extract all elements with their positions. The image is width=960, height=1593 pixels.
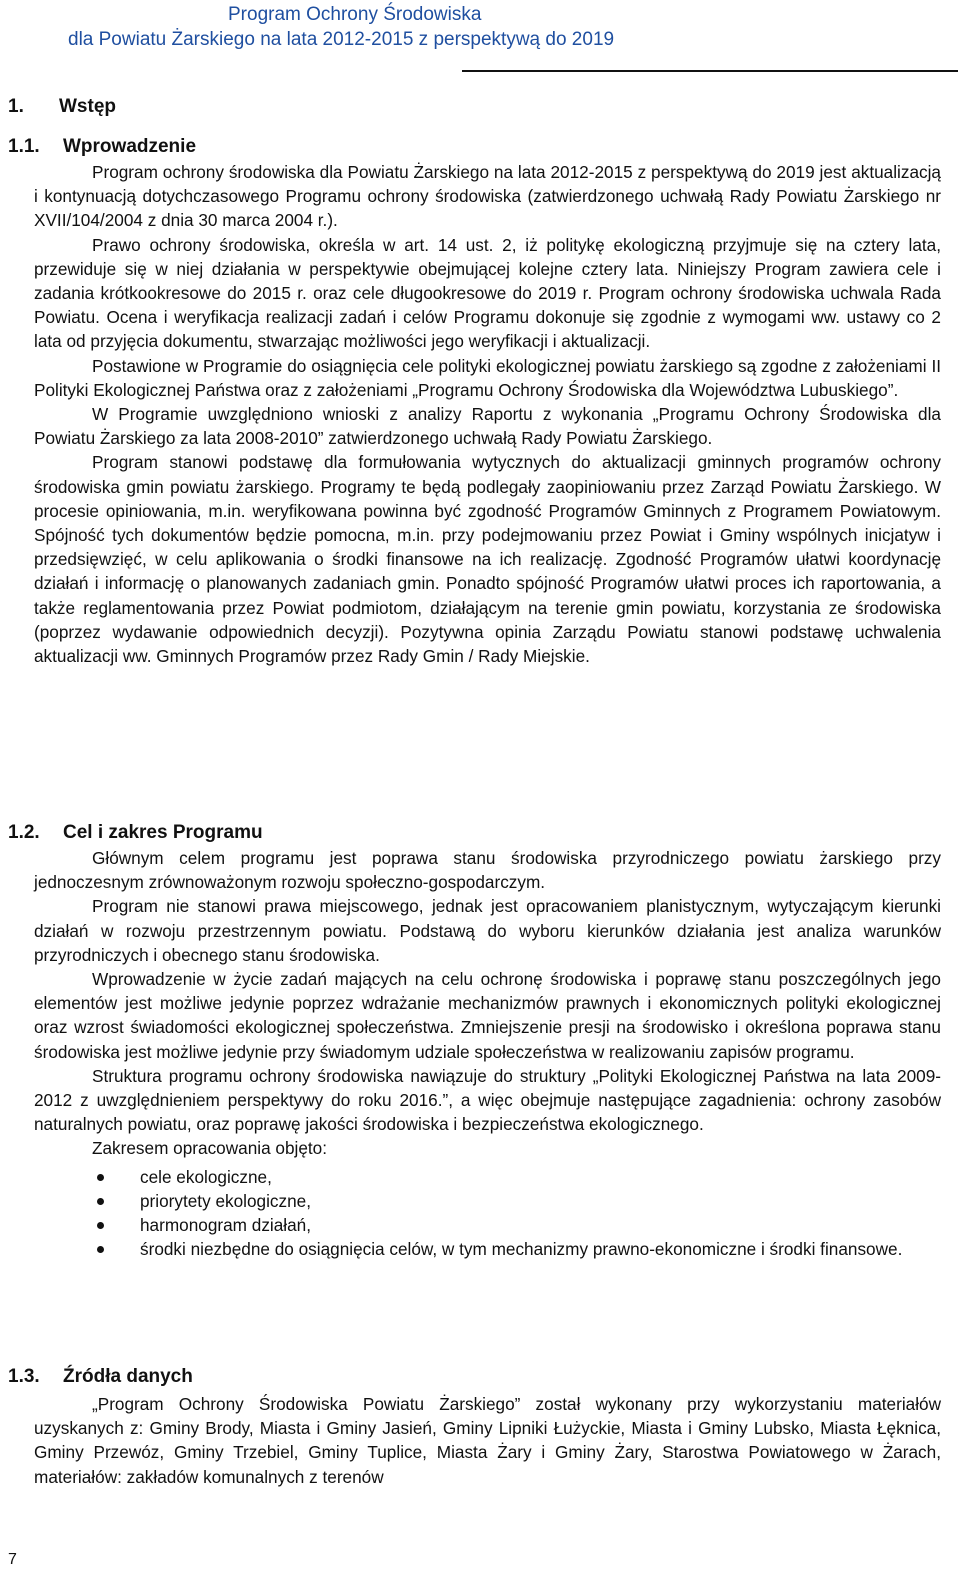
header-line-1: Program Ochrony Środowiska xyxy=(228,4,482,25)
bullet-icon xyxy=(97,1246,104,1253)
chapter-heading xyxy=(8,96,116,118)
section-body-1-3 xyxy=(34,1392,941,1489)
section-number: 1.1. xyxy=(8,136,40,157)
paragraph: „Program Ochrony Środowiska Powiatu Żarskiego” został wykonany przy wykorzystaniu materiałów uzyskanych z: Gminy Brody, Miasta i Gminy Jasień, Gminy Lipniki Łużyckie, Miasta i Gminy Lubsko, Miasta Łęknica, Gminy Przewóz, Gminy Trzebiel, Gminy Tuplice, Miasta Żary i Gminy Żary, Starostwa Powiatowego w Żarach, materiałów: zakładów komunalnych z terenów xyxy=(34,1394,941,1487)
list-item-text: priorytety ekologiczne, xyxy=(140,1190,312,1211)
list-item xyxy=(34,1237,941,1261)
header-line-2: dla Powiatu Żarskiego na lata 2012-2015 z perspektywą do 2019 xyxy=(68,29,615,50)
list-item-text: harmonogram działań, xyxy=(140,1215,312,1236)
chapter-number: 1. xyxy=(8,96,24,117)
section-number: 1.2. xyxy=(8,822,40,843)
paragraph: Program ochrony środowiska dla Powiatu Żarskiego na lata 2012-2015 z perspektywą do 2019 jest aktualizacją i kontynuacją dotychczasowego Programu ochrony środowiska (zatwierdzonego uchwałą Rady Powiatu Żarskiego nr XVII/104/2004 z dnia 30 marca 2004 r.). xyxy=(34,162,941,231)
list-item-text: cele ekologiczne, xyxy=(140,1166,272,1187)
section-title: Cel i zakres Programu xyxy=(63,822,263,843)
page-number: 7 xyxy=(8,1551,17,1568)
paragraph: Program stanowi podstawę dla formułowania wytycznych do aktualizacji gminnych programów ochrony środowiska gmin powiatu żarskiego. Programy te będą podlegały zaopiniowaniu przez Zarząd Powiatu Żarskiego. W procesie opiniowania, m.in. weryfikowana powinna być zgodność Programów Gminnych z Programem Powiatowym. Spójność tych dokumentów będzie pomocna, m.in. przy podejmowaniu przez Powiat i Gminy wspólnych inicjatyw i przedsięwzięć, w celu aplikowania o środki finansowe na ich realizację. Zgodność Programów ułatwi koordynację działań i informację o planowanych zadaniach gmin. Ponadto spójność Programów ułatwi proces ich raportowania, a także reglamentowania przez Powiat podmiotom, działającym na terenie gmin powiatu, korzystania ze środowiska (poprzez wydawanie odpowiednich decyzji). Pozytywna opinia Zarządu Powiatu stanowi podstawę uchwalenia aktualizacji ww. Gminnych Programów przez Rady Gmin / Rady Miejskie. xyxy=(34,452,941,667)
section-number: 1.3. xyxy=(8,1366,40,1387)
list-item xyxy=(34,1189,941,1213)
paragraph: Głównym celem programu jest poprawa stanu środowiska przyrodniczego powiatu żarskiego przy jednoczesnym zrównoważonym rozwoju społeczno-gospodarczym. xyxy=(34,848,941,893)
section-title: Wprowadzenie xyxy=(63,136,197,157)
paragraph: Postawione w Programie do osiągnięcia cele polityki ekologicznej powiatu żarskiego są zgodne z założeniami II Polityki Ekologicznej Państwa oraz z założeniami „Programu Ochrony Środowiska dla Województwa Lubuskiego”. xyxy=(34,355,941,400)
section-heading-1-1 xyxy=(8,136,196,158)
list-item xyxy=(34,1165,941,1189)
list-item-text: środki niezbędne do osiągnięcia celów, w tym mechanizmy prawno-ekonomiczne i środki finansowe. xyxy=(140,1239,903,1260)
paragraph: Prawo ochrony środowiska, określa w art. 14 ust. 2, iż politykę ekologiczną przyjmuje się na cztery lata, przewiduje się w niej działania w perspektywie obejmującej kolejne cztery lata. Niniejszy Program zawiera cele i zadania krótkookresowe do 2015 r. oraz cele długookresowe do 2019 r. Program ochrony środowiska uchwala Rada Powiatu. Ocena i weryfikacja realizacji zadań i celów Programu dokonuje się zgodnie z wymogami ww. ustawy co 2 lata od przyjęcia dokumentu, stwarzając możliwości jego weryfikacji i aktualizacji. xyxy=(34,234,941,352)
paragraph: Wprowadzenie w życie zadań mających na celu ochronę środowiska i poprawę stanu poszczególnych jego elementów jest możliwe jedynie poprzez wdrażanie mechanizmów prawnych i ekonomicznych polityki ekologicznej oraz wzrost świadomości ekologicznej społeczeństwa. Zmniejszenie presji na środowisko i określona poprawa stanu środowiska jest możliwe jedynie przy świadomym udziale społeczeństwa w realizowaniu zapisów programu. xyxy=(34,969,941,1062)
bullet-icon xyxy=(97,1174,104,1181)
section-heading-1-3 xyxy=(8,1366,193,1388)
section-body-1-1 xyxy=(34,160,941,668)
bullet-icon xyxy=(97,1222,104,1229)
paragraph: Struktura programu ochrony środowiska nawiązuje do struktury „Polityki Ekologicznej Państwa na lata 2009-2012 z uwzględnieniem perspektywy do roku 2016.”, a więc obejmuje następujące zagadnienia: ochrony zasobów naturalnych powiatu, oraz poprawę jakości środowiska i bezpieczeństwa ekologicznego. xyxy=(34,1065,941,1135)
header-rule xyxy=(462,70,958,72)
paragraph: W Programie uwzględniono wnioski z analizy Raportu z wykonania „Programu Ochrony Środowiska dla Powiatu Żarskiego za lata 2008-2010” zatwierdzonego uchwałą Rady Powiatu Żarskiego. xyxy=(34,404,941,449)
scope-list xyxy=(34,1165,941,1262)
section-body-1-2 xyxy=(34,846,941,1261)
list-item xyxy=(34,1213,941,1237)
chapter-title: Wstęp xyxy=(59,96,116,117)
section-title: Źródła danych xyxy=(63,1366,193,1387)
paragraph: Program nie stanowi prawa miejscowego, jednak jest opracowaniem planistycznym, wytyczającym kierunki działań w rozwoju przestrzennym powiatu. Podstawą do wyboru kierunków działania jest analiza warunków przyrodniczych i obecnego stanu środowiska. xyxy=(34,896,941,965)
section-heading-1-2 xyxy=(8,822,263,844)
bullet-icon xyxy=(97,1198,104,1205)
paragraph: Zakresem opracowania objęto: xyxy=(92,1138,328,1159)
